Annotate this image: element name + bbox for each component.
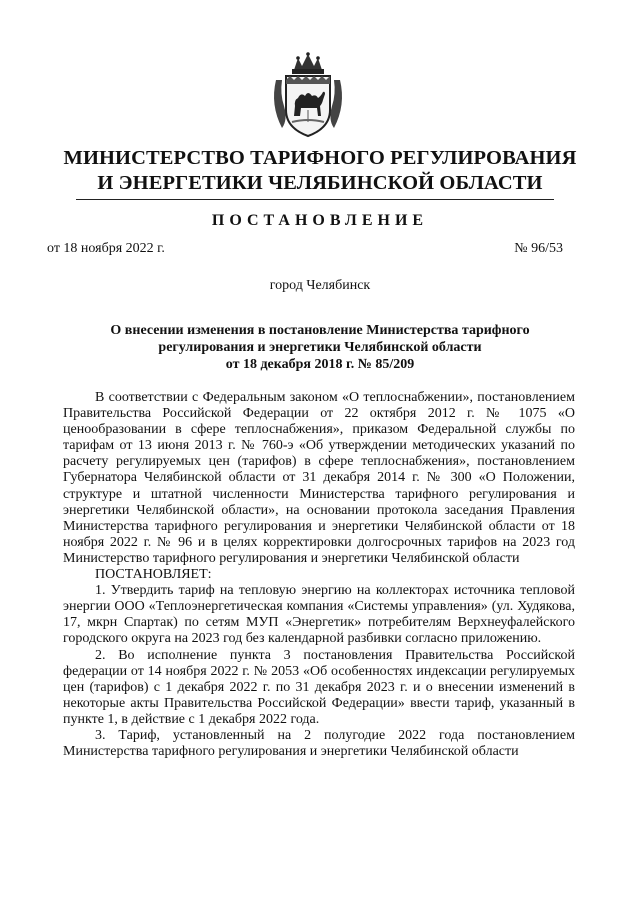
chelyabinsk-coat-of-arms-icon	[268, 50, 348, 140]
header-divider	[76, 199, 554, 200]
document-city: город Челябинск	[269, 278, 371, 293]
title-line1: О внесении изменения в постановление Министерства тарифного	[110, 323, 530, 338]
preamble-paragraph: В соответствии с Федеральным законом «О теплоснабжении», постановлением Правительства Российской Федерации от 22 октября 2012 г. № 1075 «О ценообразовании в сфере теплоснабжения», приказом Федеральной службы по тарифам от 13 июня 2013 г. № 760-э «Об утверждении методических указаний по расчету регулируемых цен (тарифов) в сфере теплоснабжения», постановлением Губернатора Челябинской области от 31 декабря 2014 г. № 300 «О Положении, структуре и штатной численности Министерства тарифного регулирования и энергетики Челябинской области», на основании протокола заседания Правления Министерства тарифного регулирования и энергетики Челябинской области от 18 ноября 2022 г. № 96 и в целях корректировки долгосрочных тарифов на 2023 год Министерство тарифного регулирования и энергетики Челябинской области	[63, 390, 575, 566]
ministry-name-line1: МИНИСТЕРСТВО ТАРИФНОГО РЕГУЛИРОВАНИЯ	[63, 147, 577, 169]
resolves-heading: ПОСТАНОВЛЯЕТ:	[95, 567, 212, 583]
ministry-name-line2: И ЭНЕРГЕТИКИ ЧЕЛЯБИНСКОЙ ОБЛАСТИ	[97, 172, 543, 194]
title-line2: регулирования и энергетики Челябинской области	[158, 340, 482, 355]
document-body	[63, 390, 575, 760]
document-date: от 18 ноября 2022 г.	[47, 241, 165, 256]
ministry-name	[40, 146, 600, 196]
document-number: № 96/53	[514, 241, 563, 256]
item-1-paragraph: 1. Утвердить тариф на тепловую энергию на коллекторах источника тепловой энергии ООО «Теплоэнергетическая компания «Системы управления» (ул. Худякова, 17, мкрн Спартак) по сетям МУП «Энергетик» потребителям Верхнеуфалейского городского округа на 2023 год без календарной разбивки согласно приложению.	[63, 583, 575, 647]
document-type: ПОСТАНОВЛЕНИЕ	[211, 212, 429, 229]
item-2-paragraph: 2. Во исполнение пункта 3 постановления Правительства Российской федерации от 14 ноября 2022 г. № 2053 «Об особенностях индексации регулируемых цен (тарифов) с 1 декабря 2022 г. по 31 декабря 2023 г. и о внесении изменений в некоторые акты Правительства Российской Федерации» ввести тариф, указанный в пункте 1, в действие с 1 декабря 2022 года.	[63, 647, 575, 727]
item-3-paragraph: 3. Тариф, установленный на 2 полугодие 2022 года постановлением Министерства тарифного регулирования и энергетики Челябинской области	[63, 727, 575, 760]
document-title	[80, 322, 560, 373]
title-line3: от 18 декабря 2018 г. № 85/209	[225, 357, 415, 372]
